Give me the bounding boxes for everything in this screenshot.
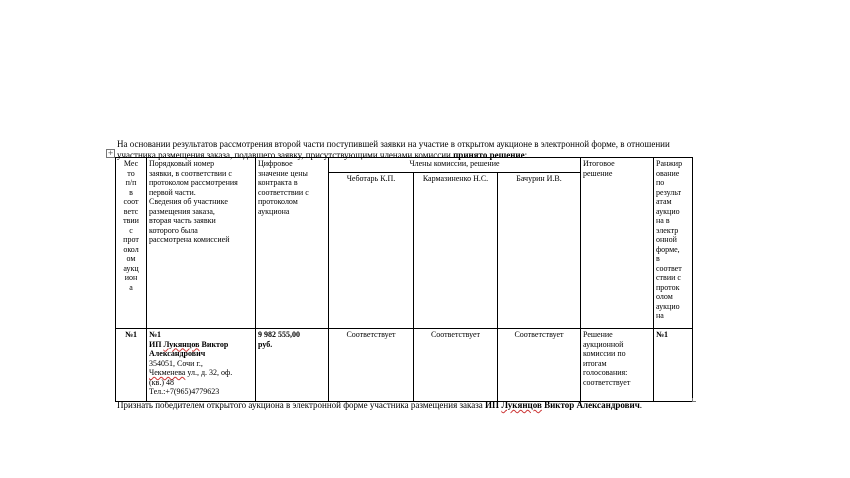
row-app-number: №1 (149, 330, 162, 339)
header-member-2: Кармазиненко Н.С. (414, 173, 498, 329)
row-app-name-prefix: ИП (149, 339, 162, 349)
intro-line-2-text: участника размещения заказа, подавшего заявку, присутствующими членами комиссии (117, 150, 451, 160)
header-ranking: Ранжир ование по результ атам аукцио на в электр онной форме, в соответ ствии с проток олом аукцио на (654, 158, 693, 329)
row-app-address-2 (149, 368, 253, 378)
table-header-row (116, 158, 693, 173)
row-app-phone: Тел.:+7(965)4779623 (149, 387, 220, 396)
table-move-handle-icon[interactable]: + (107, 149, 114, 157)
header-place: Мес то п/п в соот ветс твии с прот окол ом аукц ион а (116, 158, 147, 329)
header-application: Порядковый номер заявки, в соответствии с протоколом рассмотрения первой части. Сведения об участнике размещения заказа, вторая часть заявки которого была рассмотрена комиссией (147, 158, 256, 329)
footer-end: . (639, 400, 643, 410)
intro-decision-text: принято решение (453, 150, 525, 160)
row-app-name-rest: Виктор Александрович (149, 339, 229, 358)
header-member-3: Бачурин И.В. (498, 173, 581, 329)
row-rank: №1 (654, 329, 693, 402)
row-app-address-3: (кв.) 48 (149, 377, 174, 387)
protocol-table (115, 157, 693, 402)
table-row (116, 329, 693, 402)
paragraph-end-mark (692, 398, 696, 402)
row-place: №1 (116, 329, 147, 402)
footer-winner-rest: Виктор Александрович (544, 400, 640, 410)
header-member-1: Чеботарь К.П. (329, 173, 414, 329)
intro-line-1: На основании результатов рассмотрения второй части поступившей заявки на участие в открытом аукционе в электронной форме, в отношении (117, 139, 670, 149)
row-vote-2: Соответствует (414, 329, 498, 402)
row-app-street: Чекменева (149, 368, 186, 377)
row-vote-3: Соответствует (498, 329, 581, 402)
row-app-name-surname: Лукянцов (163, 339, 200, 349)
header-final-decision: Итоговое решение (581, 158, 654, 329)
footer-winner-prefix: ИП (485, 400, 500, 410)
row-app-name (149, 340, 253, 359)
row-final-decision: Решение аукционной комиссии по итогам голосования: соответствует (581, 329, 654, 402)
row-price: 9 982 555,00 руб. (256, 329, 329, 402)
header-price: Цифровое значение цены контракта в соответствии с протоколом аукциона (256, 158, 329, 329)
footer-winner-surname: Лукянцов (501, 400, 542, 410)
footer-paragraph (117, 400, 642, 411)
footer-text: Признать победителем открытого аукциона в электронной форме участника размещения заказа (117, 400, 483, 410)
header-members-group: Члены комиссии, решение (329, 158, 581, 173)
row-app-address-1: 354051, Сочи г., (149, 358, 203, 368)
row-application (147, 329, 256, 402)
row-vote-1: Соответствует (329, 329, 414, 402)
row-app-address-2-rest: ул., д. 32, оф. (185, 368, 233, 377)
intro-line-2-end: : (524, 150, 528, 160)
